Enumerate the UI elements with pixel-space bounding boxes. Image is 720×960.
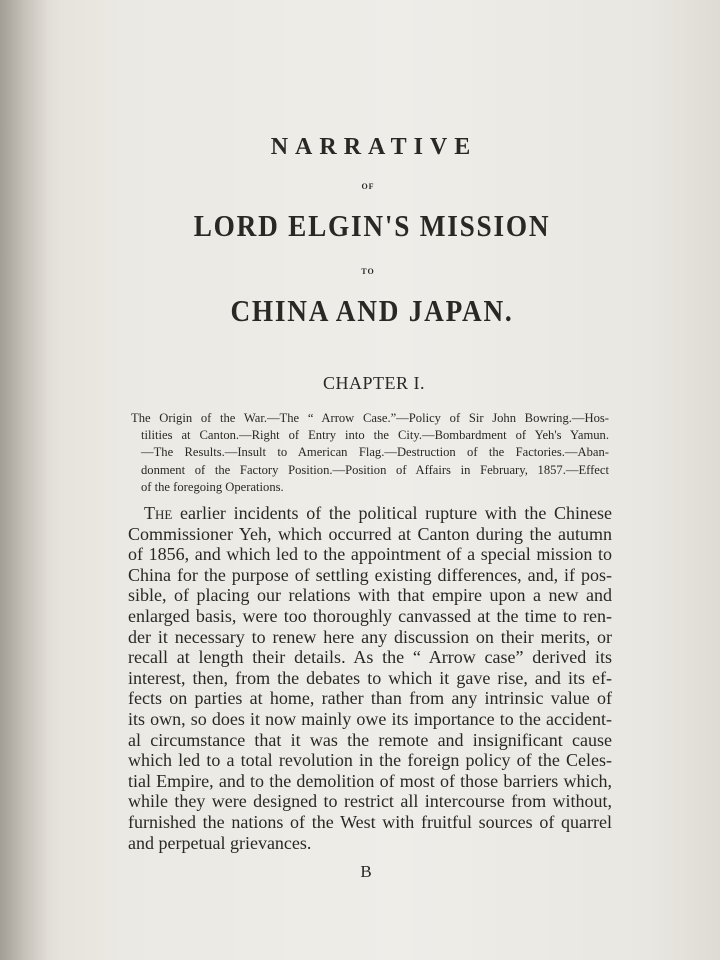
body-line: interest, then, from the debates to which it gave rise, and its ef- xyxy=(128,667,612,688)
body-line: and perpetual grievances. xyxy=(128,832,312,853)
body-line: der it necessary to renew here any discussion on their merits, or xyxy=(128,626,612,647)
signature-mark: B xyxy=(360,862,372,881)
title-mission: LORD ELGIN'S MISSION xyxy=(193,208,551,243)
summary-line: donment of the Factory Position.—Position of Affairs in February, 1857.—Effect xyxy=(141,462,609,477)
title-of: OF xyxy=(361,182,375,191)
title-narrative: NARRATIVE xyxy=(270,134,478,160)
body-line: Commissioner Yeh, which occurred at Canton during the autumn xyxy=(128,523,612,544)
body-line: China for the purpose of settling existing differences, and, if pos- xyxy=(128,564,612,585)
body-line: enlarged basis, were too thoroughly canvassed at the time to ren- xyxy=(128,605,612,626)
summary-line: tilities at Canton.—Right of Entry into the City.—Bombardment of Yeh's Yamun. xyxy=(141,428,609,443)
body-line: al circumstance that it was the remote and insignificant cause xyxy=(128,729,612,750)
summary-line: The Origin of the War.—The “ Arrow Case.”—Policy of Sir John Bowring.—Hos- xyxy=(131,411,609,425)
body-text xyxy=(128,503,612,853)
chapter-summary xyxy=(131,410,609,496)
body-line: its own, so does it now mainly owe its importance to the accident- xyxy=(128,708,612,729)
first-word: The xyxy=(144,503,173,523)
body-line: of 1856, and which led to the appointment of a special mission to xyxy=(128,544,612,565)
body-line xyxy=(128,503,612,524)
summary-line: of the foregoing Operations. xyxy=(141,479,284,494)
body-line: sible, of placing our relations with that empire upon a new and xyxy=(128,585,612,606)
body-line: while they were designed to restrict all intercourse from without, xyxy=(128,791,612,812)
body-line: fects on parties at home, rather than from any intrinsic value of xyxy=(128,688,612,709)
body-line: recall at length their details. As the “ Arrow case” derived its xyxy=(128,647,612,668)
chapter-heading: CHAPTER I. xyxy=(322,373,425,393)
body-line: which led to a total revolution in the foreign policy of the Celes- xyxy=(128,750,612,771)
title-to: TO xyxy=(361,267,375,276)
title-destination: CHINA AND JAPAN. xyxy=(230,293,514,328)
body-line-text: earlier incidents of the political rupture with the Chinese xyxy=(172,503,612,523)
body-line: tial Empire, and to the demolition of most of those barriers which, xyxy=(128,770,612,791)
body-line: furnished the nations of the West with fruitful sources of quarrel xyxy=(128,811,612,832)
summary-line: —The Results.—Insult to American Flag.—Destruction of the Factories.—Aban- xyxy=(141,445,609,460)
